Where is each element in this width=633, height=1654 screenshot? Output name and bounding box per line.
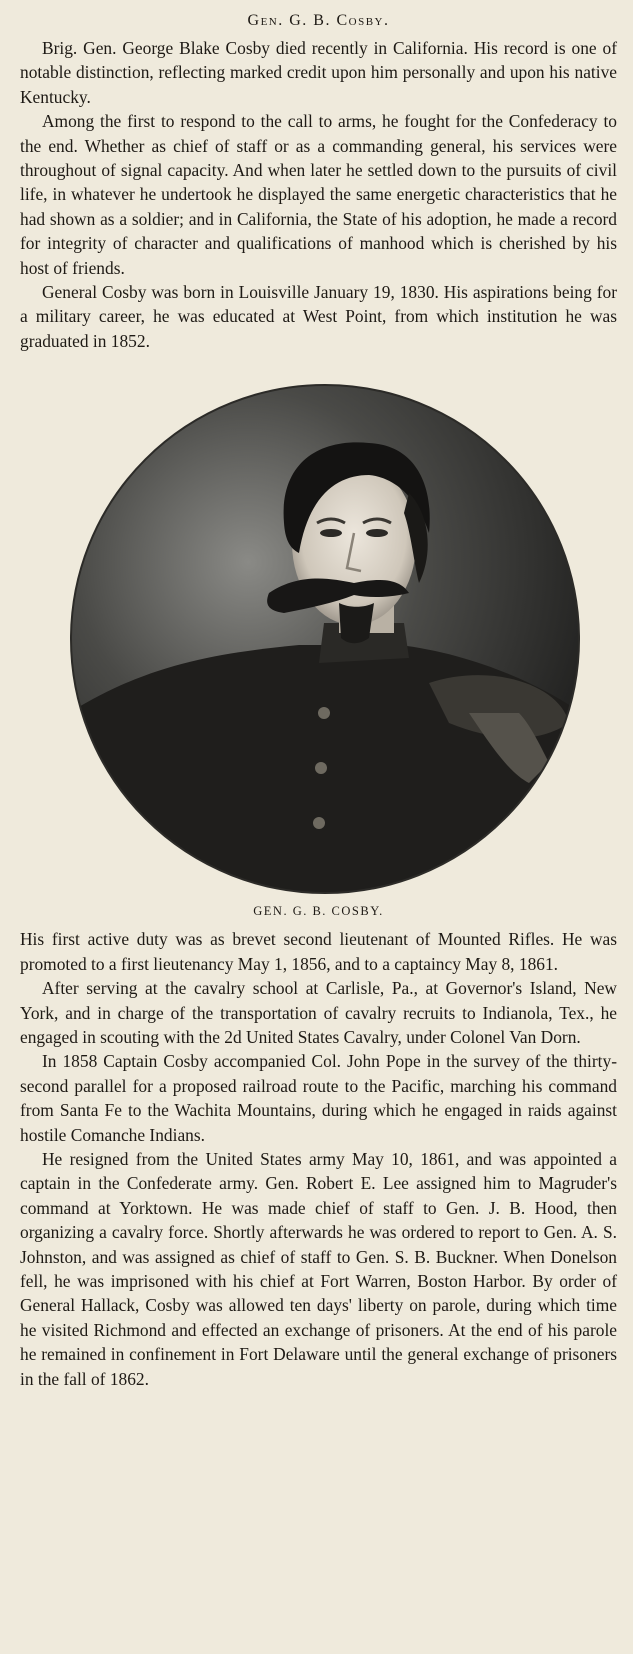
paragraph: Among the first to respond to the call to arms, he fought for the Confederacy to the end. Whether as chief of staff or as a commanding general, his services were throughout of signal capacity. And when later he settled down to the pursuits of civil life, in whatever he undertook he displayed the same energetic characteristics that he had shown as a soldier; and in California, the State of his adoption, he made a record for integrity of character and qualifications of manhood which is cherished by his host of friends. bbox=[20, 111, 617, 278]
paragraph: He resigned from the United States army May 10, 1861, and was appointed a captain in the Confederate army. Gen. Robert E. Lee assigned him to Magruder's command at Yorktown. He was made chief of staff to Gen. J. B. Hood, then organizing a cavalry force. Shortly afterwards he was ordered to report to Gen. A. S. Johnston, and was assigned as chief of staff to Gen. S. B. Buckner. When Donelson fell, he was imprisoned with his chief at Fort Warren, Boston Harbor. By order of General Hallack, Cosby was allowed ten days' liberty on parole, during which time he visited Richmond and effected an exchange of prisoners. At the end of his parole he remained in confinement in Fort Delaware until the general exchange of prisoners in the fall of 1862. bbox=[20, 1148, 617, 1389]
paragraph: General Cosby was born in Louisville January 19, 1830. His aspirations being for a military career, he was educated at West Point, from which institution he was graduated in 1852. bbox=[20, 282, 617, 351]
paragraph: His first active duty was as brevet second lieutenant of Mounted Rifles. He was promoted to a first lieutenancy May 1, 1856, and to a captaincy May 8, 1861. bbox=[20, 929, 617, 974]
portrait-image bbox=[69, 383, 581, 895]
portrait-caption: GEN. G. B. COSBY. bbox=[253, 904, 384, 919]
portrait-figure bbox=[20, 353, 617, 901]
article-title: Gen. G. B. Cosby. bbox=[247, 12, 390, 29]
paragraph: Brig. Gen. George Blake Cosby died recently in California. His record is one of notable distinction, reflecting marked credit upon him personally and upon his native Kentucky. bbox=[20, 38, 617, 107]
paragraph: After serving at the cavalry school at Carlisle, Pa., at Governor's Island, New York, and in charge of the transportation of cavalry recruits to Indianola, Tex., he engaged in scouting with the 2d United States Cavalry, under Colonel Van Dorn. bbox=[20, 978, 617, 1047]
paragraph: In 1858 Captain Cosby accompanied Col. John Pope in the survey of the thirty-second parallel for a proposed railroad route to the Pacific, marching his command from Santa Fe to the Wachita Mountains, during which he engaged in raids against hostile Comanche Indians. bbox=[20, 1051, 617, 1145]
